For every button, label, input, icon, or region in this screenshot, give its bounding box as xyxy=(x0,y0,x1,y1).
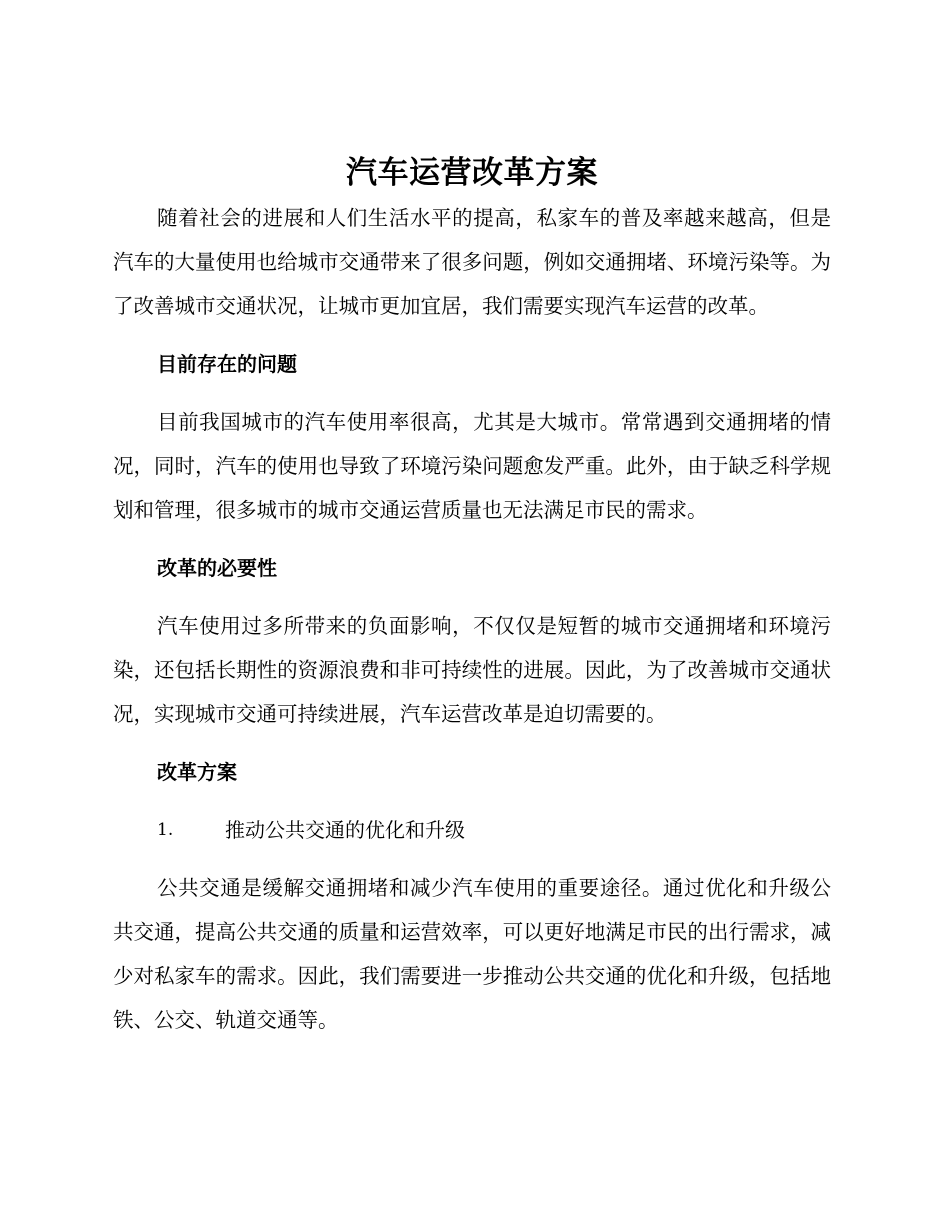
document-title: 汽车运营改革方案 xyxy=(346,155,598,191)
section-heading-necessity: 改革的必要性 xyxy=(157,556,277,580)
list-item-number: 1. xyxy=(157,820,174,840)
list-item xyxy=(113,808,831,852)
intro-paragraph: 随着社会的进展和人们生活水平的提高，私家车的普及率越来越高，但是汽车的大量使用也给城市交通带来了很多问题，例如交通拥堵、环境污染等。为了改善城市交通状况，让城市更加宜居，我们需要实现汽车运营的改革。 xyxy=(113,206,831,318)
list-item-paragraph: 公共交通是缓解交通拥堵和减少汽车使用的重要途径。通过优化和升级公共交通，提高公共交通的质量和运营效率，可以更好地满足市民的出行需求，减少对私家车的需求。因此，我们需要进一步推动公共交通的优化和升级，包括地铁、公交、轨道交通等。 xyxy=(113,876,831,1032)
section-paragraph-necessity: 汽车使用过多所带来的负面影响，不仅仅是短暂的城市交通拥堵和环境污染，还包括长期性的资源浪费和非可持续性的进展。因此，为了改善城市交通状况，实现城市交通可持续进展，汽车运营改革是迫切需要的。 xyxy=(113,614,831,726)
section-paragraph-problems: 目前我国城市的汽车使用率很高，尤其是大城市。常常遇到交通拥堵的情况，同时，汽车的使用也导致了环境污染问题愈发严重。此外，由于缺乏科学规划和管理，很多城市的城市交通运营质量也无法满足市民的需求。 xyxy=(113,410,831,522)
section-heading-plan: 改革方案 xyxy=(157,760,237,784)
section-heading-problems: 目前存在的问题 xyxy=(157,352,297,376)
list-item-title: 推动公共交通的优化和升级 xyxy=(225,818,465,842)
document-page xyxy=(113,150,831,1042)
